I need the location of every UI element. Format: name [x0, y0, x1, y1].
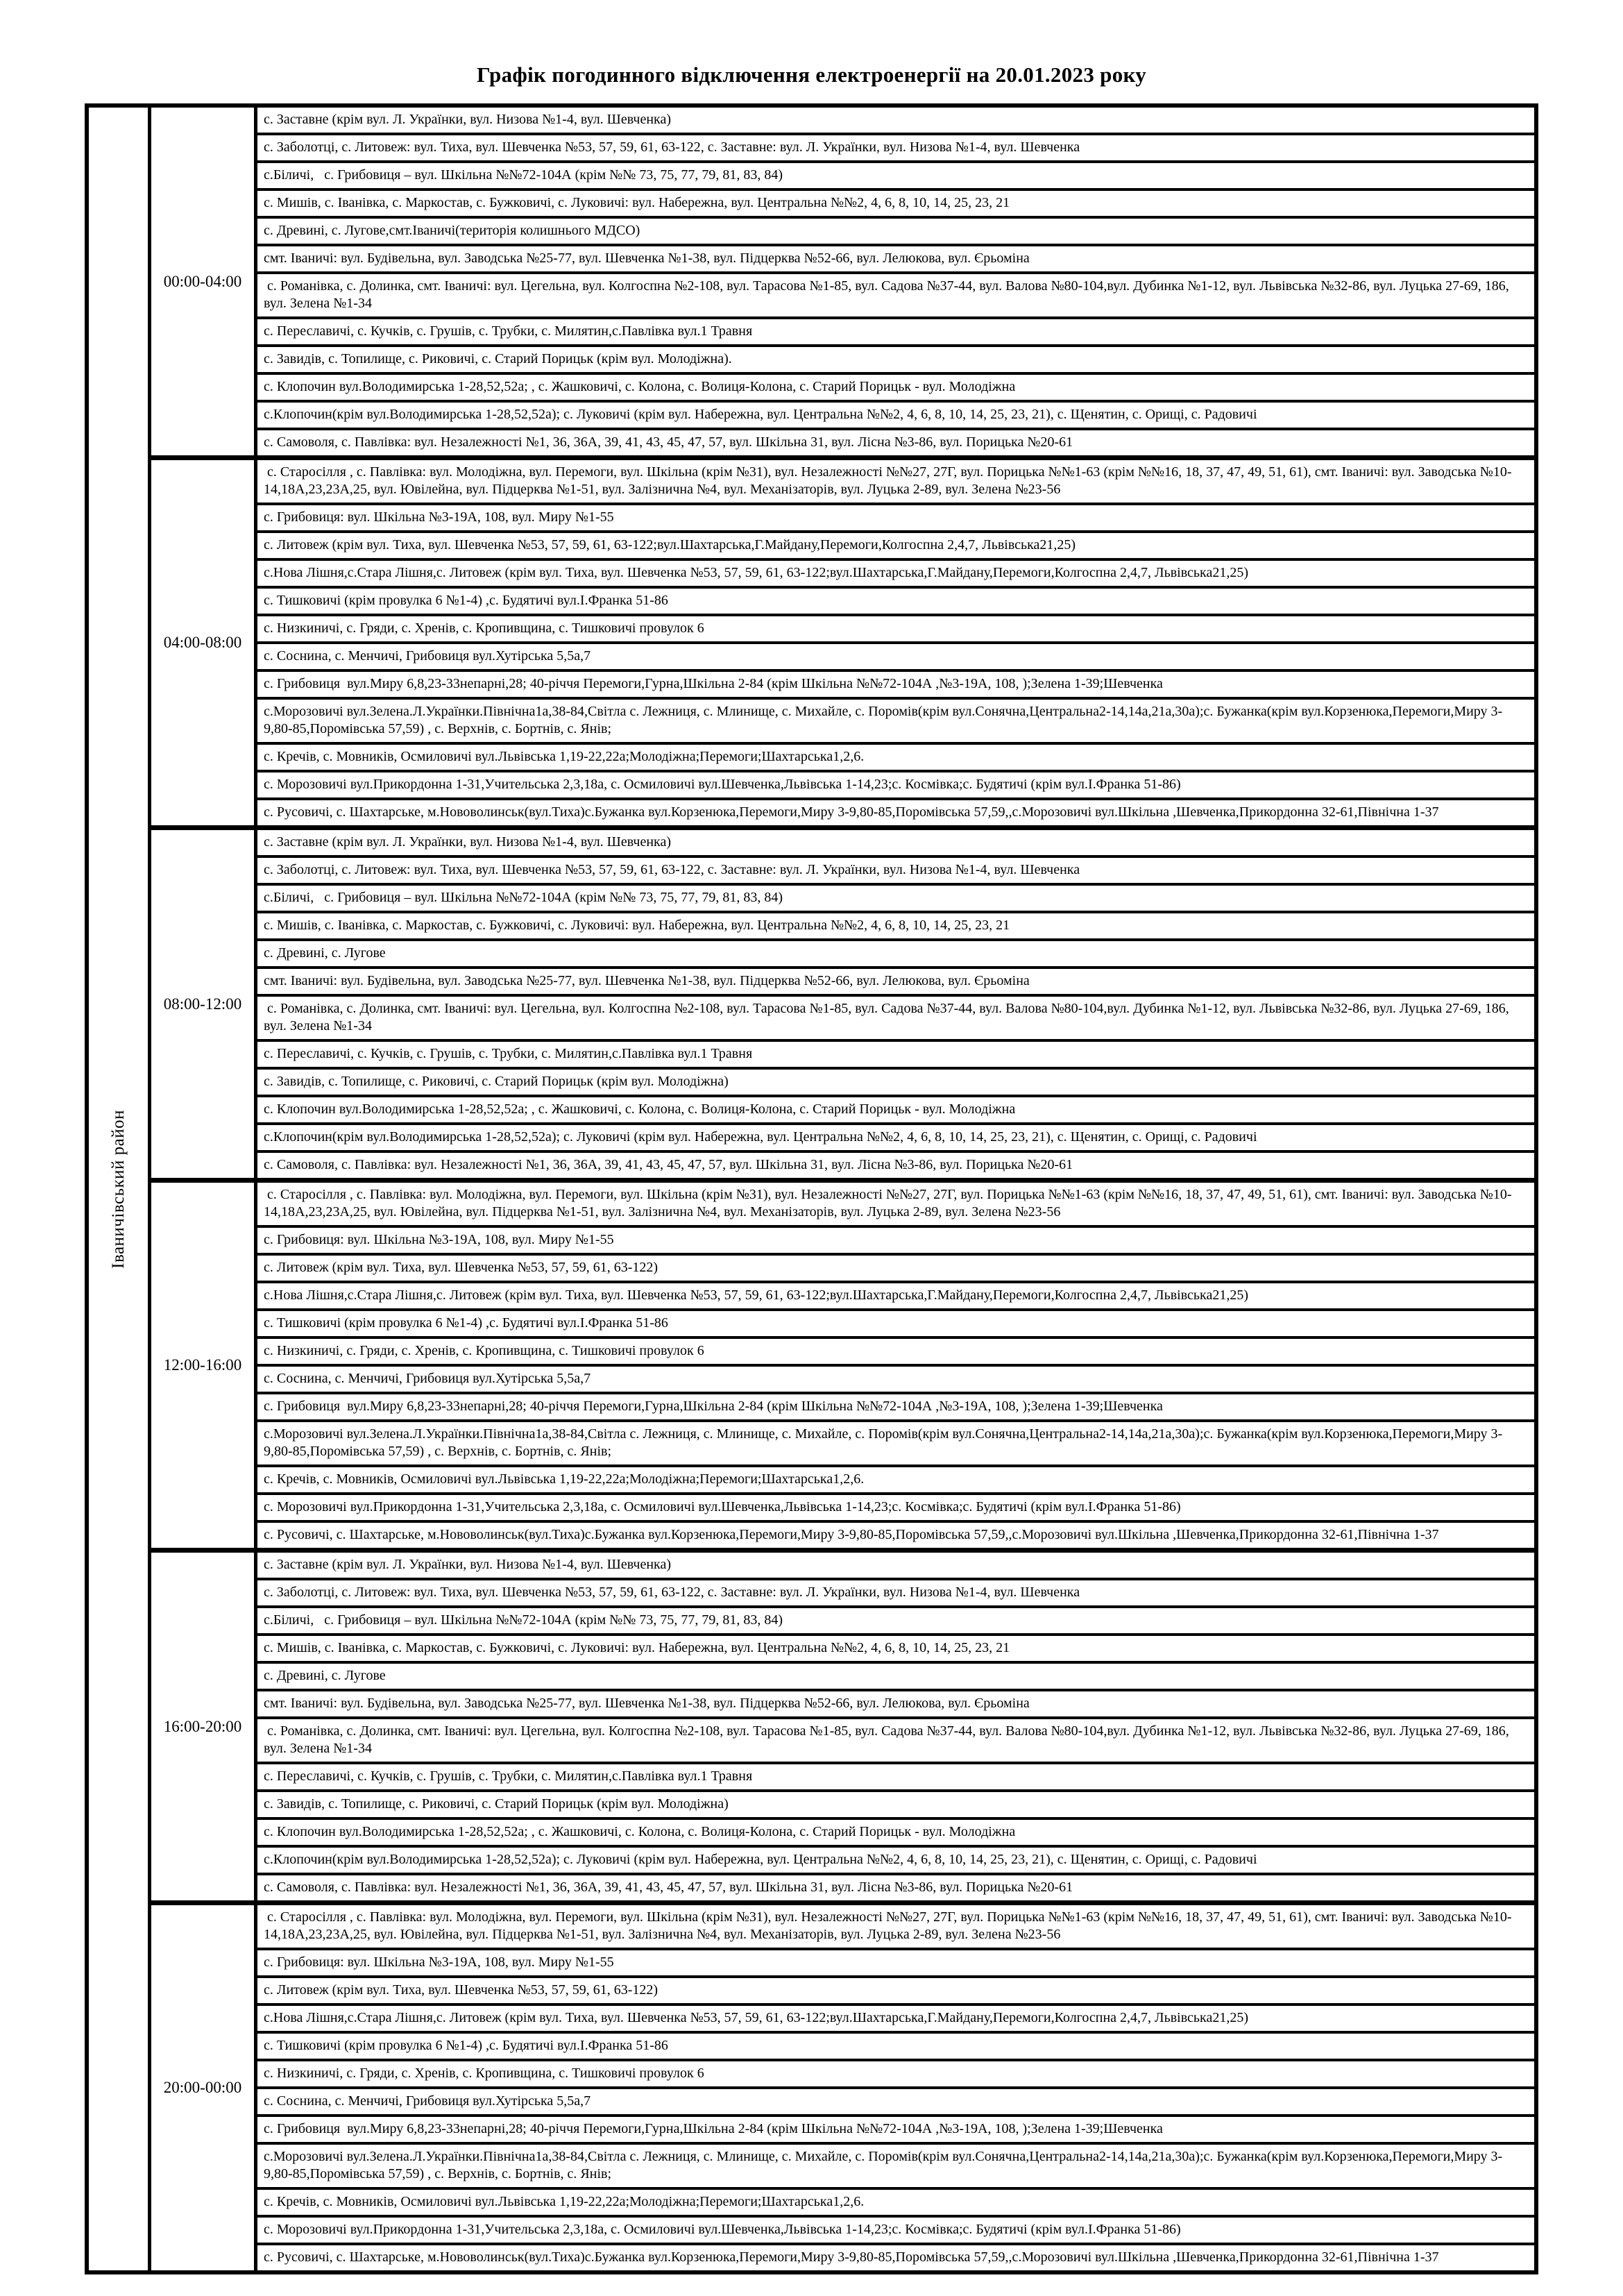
schedule-row: с. Тишковичі (крім провулка 6 №1-4) ,с. Будятичі вул.І.Франка 51-86 — [257, 586, 1534, 614]
schedule-row: с. Морозовичі вул.Прикордонна 1-31,Учительська 2,3,18а, с. Осмиловичі вул.Шевченка,Львівська 1-14,23;с. Космівка;с. Будятичі (крім вул.І.Франка 51-86) — [257, 770, 1534, 797]
page-title: Графік погодинного відключення електроенергії на 20.01.2023 року — [476, 62, 1147, 87]
schedule-row: с. Старосілля , с. Павлівка: вул. Молодіжна, вул. Перемоги, вул. Шкільна (крім №31), вул. Незалежності №№27, 27Г, вул. Порицька №№1-63 (крім №№16, 18, 37, 47, 49, 51, 61), смт. Іваничі: вул. Заводська №10-14,18А,23,23А,25, вул. Ювілейна, вул. Підцерква №1-51, вул. Залізнична №4, вул. Механізаторів, вул. Луцька 2-89, вул. Зелена №23-56 — [264, 464, 1512, 497]
schedule-row: с. Романівка, с. Долинка, смт. Іваничі: вул. Цегельна, вул. Колгоспна №2-108, вул. Тарасова №1-85, вул. Садова №37-44, вул. Валова №80-104,вул. Дубинка №1-12, вул. Львівська №32-86, вул. Луцька 27-69, 186, вул. Зелена №1-34 — [257, 994, 1534, 1039]
schedule-row: с. Древині, с. Лугове — [257, 1661, 1534, 1689]
schedule-row: с. Тишковичі (крім провулка 6 №1-4) ,с. Будятичі вул.І.Франка 51-86 — [257, 1308, 1534, 1336]
schedule-row: с. Соснина, с. Менчичі, Грибовиця вул.Хутірська 5,5а,7 — [257, 2086, 1534, 2114]
schedule-row: с. Завидів, с. Топилище, с. Риковичі, с. Старий Порицьк (крім вул. Молодіжна) — [257, 1789, 1534, 1817]
schedule-row: с.Морозовичі вул.Зелена.Л.Українки.Північна1а,38-84,Світла с. Лежниця, с. Млинище, с. Михайле, с. Поромів(крім вул.Сонячна,Центральна2-14,14а,21а,30а);с. Бужанка(крім вул.Корзенюка,Перемоги,Миру 3-9,80-85,Поромівська 57,59) , с. Верхнів, с. Бортнів, с. Янів; — [257, 1419, 1534, 1464]
schedule-row: с.Біличі, с. Грибовиця – вул. Шкільна №№72-104А (крім №№ 73, 75, 77, 79, 81, 83, 84) — [257, 1605, 1534, 1633]
time-block — [151, 108, 1534, 455]
time-slot-label: 16:00-20:00 — [151, 1553, 257, 1900]
schedule-row: с. Кречів, с. Мовників, Осмиловичі вул.Львівська 1,19-22,22а;Молодіжна;Перемоги;Шахтарська1,2,6. — [257, 1464, 1534, 1492]
schedule-row: с. Русовичі, с. Шахтарське, м.Нововолинськ(вул.Тиха)с.Бужанка вул.Корзенюка,Перемоги,Миру 3-9,80-85,Поромівська 57,59,,с.Морозовичі вул.Шкільна ,Шевченка,Прикордонна 32-61,Північна 1-37 — [257, 2243, 1534, 2270]
schedule-row: с. Древині, с. Лугове — [257, 938, 1534, 966]
time-slot-label: 08:00-12:00 — [151, 830, 257, 1178]
block-rows — [257, 460, 1534, 825]
time-block — [151, 1900, 1534, 2270]
schedule-row: с. Соснина, с. Менчичі, Грибовиця вул.Хутірська 5,5а,7 — [257, 641, 1534, 669]
block-rows — [257, 108, 1534, 455]
schedule-row: с. Русовичі, с. Шахтарське, м.Нововолинськ(вул.Тиха)с.Бужанка вул.Корзенюка,Перемоги,Миру 3-9,80-85,Поромівська 57,59,,с.Морозовичі вул.Шкільна ,Шевченка,Прикордонна 32-61,Північна 1-37 — [257, 797, 1534, 825]
schedule-row: с. Низкиничі, с. Гряди, с. Хренів, с. Кропивщина, с. Тишковичі провулок 6 — [257, 614, 1534, 641]
schedule-row: с. Тишковичі (крім провулка 6 №1-4) ,с. Будятичі вул.І.Франка 51-86 — [257, 2031, 1534, 2059]
schedule-row: с. Заболотці, с. Литовеж: вул. Тиха, вул. Шевченка №53, 57, 59, 61, 63-122, с. Заставне: вул. Л. Українки, вул. Низова №1-4, вул. Шевченка — [257, 1578, 1534, 1605]
schedule-row: с. Грибовиця вул.Миру 6,8,23-33непарні,28; 40-річчя Перемоги,Гурна,Шкільна 2-84 (крім Шкільна №№72-104А ,№3-19А, 108, );Зелена 1-39;Шевченка — [257, 1392, 1534, 1419]
schedule-row: с. Кречів, с. Мовників, Осмиловичі вул.Львівська 1,19-22,22а;Молодіжна;Перемоги;Шахтарська1,2,6. — [257, 2187, 1534, 2215]
schedule-row: с. Морозовичі вул.Прикордонна 1-31,Учительська 2,3,18а, с. Осмиловичі вул.Шевченка,Львівська 1-14,23;с. Космівка;с. Будятичі (крім вул.І.Франка 51-86) — [257, 1492, 1534, 1520]
time-block — [151, 1548, 1534, 1900]
block-rows — [257, 830, 1534, 1178]
schedule-row: с.Нова Лішня,с.Стара Лішня,с. Литовеж (крім вул. Тиха, вул. Шевченка №53, 57, 59, 61, 63-122;вул.Шахтарська,Г.Майдану,Перемоги,Колгоспна 2,4,7, Львівська21,25) — [257, 558, 1534, 586]
district-label: Іваничівський район — [108, 1109, 128, 1269]
schedule-row: с. Переславичі, с. Кучків, с. Грушів, с. Трубки, с. Милятин,с.Павлівка вул.1 Травня — [257, 1039, 1534, 1067]
schedule-row: с.Біличі, с. Грибовиця – вул. Шкільна №№72-104А (крім №№ 73, 75, 77, 79, 81, 83, 84) — [257, 883, 1534, 911]
schedule-row: с.Морозовичі вул.Зелена.Л.Українки.Північна1а,38-84,Світла с. Лежниця, с. Млинище, с. Михайле, с. Поромів(крім вул.Сонячна,Центральна2-14,14а,21а,30а);с. Бужанка(крім вул.Корзенюка,Перемоги,Миру 3-9,80-85,Поромівська 57,59) , с. Верхнів, с. Бортнів, с. Янів; — [257, 697, 1534, 742]
schedule-row: с.Нова Лішня,с.Стара Лішня,с. Литовеж (крім вул. Тиха, вул. Шевченка №53, 57, 59, 61, 63-122;вул.Шахтарська,Г.Майдану,Перемоги,Колгоспна 2,4,7, Львівська21,25) — [257, 2003, 1534, 2031]
schedule-row: с. Мишів, с. Іванівка, с. Маркостав, с. Бужковичі, с. Луковичі: вул. Набережна, вул. Центральна №№2, 4, 6, 8, 10, 14, 25, 23, 21 — [257, 911, 1534, 938]
schedule-row: с. Завидів, с. Топилище, с. Риковичі, с. Старий Порицьк (крім вул. Молодіжна). — [257, 344, 1534, 372]
schedule-row: с. Переславичі, с. Кучків, с. Грушів, с. Трубки, с. Милятин,с.Павлівка вул.1 Травня — [257, 316, 1534, 344]
time-slot-label: 12:00-16:00 — [151, 1183, 257, 1548]
schedule-row: с.Морозовичі вул.Зелена.Л.Українки.Північна1а,38-84,Світла с. Лежниця, с. Млинище, с. Михайле, с. Поромів(крім вул.Сонячна,Центральна2-14,14а,21а,30а);с. Бужанка(крім вул.Корзенюка,Перемоги,Миру 3-9,80-85,Поромівська 57,59) , с. Верхнів, с. Бортнів, с. Янів; — [257, 2142, 1534, 2187]
schedule-row: с. Мишів, с. Іванівка, с. Маркостав, с. Бужковичі, с. Луковичі: вул. Набережна, вул. Центральна №№2, 4, 6, 8, 10, 14, 25, 23, 21 — [257, 1633, 1534, 1661]
schedule-row: с. Самоволя, с. Павлівка: вул. Незалежності №1, 36, 36А, 39, 41, 43, 45, 47, 57, вул. Шкільна 31, вул. Лісна №3-86, вул. Порицька №20-61 — [257, 1873, 1534, 1900]
schedule-row: смт. Іваничі: вул. Будівельна, вул. Заводська №25-77, вул. Шевченка №1-38, вул. Підцерква №52-66, вул. Лелюкова, вул. Єрьоміна — [257, 966, 1534, 994]
schedule-row: с. Грибовиця: вул. Шкільна №3-19А, 108, вул. Миру №1-55 — [257, 1225, 1534, 1253]
time-slot-label: 20:00-00:00 — [151, 1905, 257, 2270]
schedule-row: с. Клопочин вул.Володимирська 1-28,52,52а; , с. Жашковичі, с. Колона, с. Волиця-Колона, с. Старий Порицьк - вул. Молодіжна — [257, 372, 1534, 400]
schedule-row: с. Самоволя, с. Павлівка: вул. Незалежності №1, 36, 36А, 39, 41, 43, 45, 47, 57, вул. Шкільна 31, вул. Лісна №3-86, вул. Порицька №20-61 — [257, 428, 1534, 455]
schedule-row: с. Литовеж (крім вул. Тиха, вул. Шевченка №53, 57, 59, 61, 63-122;вул.Шахтарська,Г.Майдану,Перемоги,Колгоспна 2,4,7, Львівська21,25) — [257, 530, 1534, 558]
schedule-row: с. Романівка, с. Долинка, смт. Іваничі: вул. Цегельна, вул. Колгоспна №2-108, вул. Тарасова №1-85, вул. Садова №37-44, вул. Валова №80-104,вул. Дубинка №1-12, вул. Львівська №32-86, вул. Луцька 27-69, 186, вул. Зелена №1-34 — [257, 271, 1534, 316]
schedule-row: с. Заболотці, с. Литовеж: вул. Тиха, вул. Шевченка №53, 57, 59, 61, 63-122, с. Заставне: вул. Л. Українки, вул. Низова №1-4, вул. Шевченка — [257, 133, 1534, 160]
time-slot-label: 00:00-04:00 — [151, 108, 257, 455]
schedule-row: с. Романівка, с. Долинка, смт. Іваничі: вул. Цегельна, вул. Колгоспна №2-108, вул. Тарасова №1-85, вул. Садова №37-44, вул. Валова №80-104,вул. Дубинка №1-12, вул. Львівська №32-86, вул. Луцька 27-69, 186, вул. Зелена №1-34 — [257, 1716, 1534, 1762]
schedule-row: с.Біличі, с. Грибовиця – вул. Шкільна №№72-104А (крім №№ 73, 75, 77, 79, 81, 83, 84) — [257, 160, 1534, 188]
schedule-row: с.Клопочин(крім вул.Володимирська 1-28,52,52а); с. Луковичі (крім вул. Набережна, вул. Центральна №№2, 4, 6, 8, 10, 14, 25, 23, 21), с. Щенятин, с. Орищі, с. Радовичі — [257, 1122, 1534, 1150]
schedule-row: с. Клопочин вул.Володимирська 1-28,52,52а; , с. Жашковичі, с. Колона, с. Волиця-Колона, с. Старий Порицьк - вул. Молодіжна — [257, 1095, 1534, 1122]
schedule-row: с. Переславичі, с. Кучків, с. Грушів, с. Трубки, с. Милятин,с.Павлівка вул.1 Травня — [257, 1762, 1534, 1789]
schedule-row: с.Клопочин(крім вул.Володимирська 1-28,52,52а); с. Луковичі (крім вул. Набережна, вул. Центральна №№2, 4, 6, 8, 10, 14, 25, 23, 21), с. Щенятин, с. Орищі, с. Радовичі — [257, 1845, 1534, 1873]
schedule-row: смт. Іваничі: вул. Будівельна, вул. Заводська №25-77, вул. Шевченка №1-38, вул. Підцерква №52-66, вул. Лелюкова, вул. Єрьоміна — [257, 1689, 1534, 1716]
schedule-row: смт. Іваничі: вул. Будівельна, вул. Заводська №25-77, вул. Шевченка №1-38, вул. Підцерква №52-66, вул. Лелюкова, вул. Єрьоміна — [257, 244, 1534, 271]
schedule-blocks — [151, 108, 1534, 2270]
schedule-row: с. Древині, с. Лугове,смт.Іваничі(територія колишнього МДСО) — [257, 216, 1534, 244]
time-block — [151, 825, 1534, 1178]
block-rows — [257, 1905, 1534, 2270]
time-block — [151, 455, 1534, 825]
schedule-row: с. Грибовиця: вул. Шкільна №3-19А, 108, вул. Миру №1-55 — [257, 1948, 1534, 1975]
schedule-row: с. Грибовиця вул.Миру 6,8,23-33непарні,28; 40-річчя Перемоги,Гурна,Шкільна 2-84 (крім Шкільна №№72-104А ,№3-19А, 108, );Зелена 1-39;Шевченка — [257, 2114, 1534, 2142]
schedule-row: с. Старосілля , с. Павлівка: вул. Молодіжна, вул. Перемоги, вул. Шкільна (крім №31), вул. Незалежності №№27, 27Г, вул. Порицька №№1-63 (крім №№16, 18, 37, 47, 49, 51, 61), смт. Іваничі: вул. Заводська №10-14,18А,23,23А,25, вул. Ювілейна, вул. Підцерква №1-51, вул. Залізнична №4, вул. Механізаторів, вул. Луцька 2-89, вул. Зелена №23-56 — [264, 1909, 1512, 1942]
schedule-row: с. Морозовичі вул.Прикордонна 1-31,Учительська 2,3,18а, с. Осмиловичі вул.Шевченка,Львівська 1-14,23;с. Космівка;с. Будятичі (крім вул.І.Франка 51-86) — [257, 2215, 1534, 2243]
schedule-row: с. Низкиничі, с. Гряди, с. Хренів, с. Кропивщина, с. Тишковичі провулок 6 — [257, 1336, 1534, 1364]
time-block — [151, 1178, 1534, 1548]
outage-schedule-table — [85, 103, 1538, 2274]
block-rows — [257, 1183, 1534, 1548]
schedule-row: с. Заставне (крім вул. Л. Українки, вул. Низова №1-4, вул. Шевченка) — [264, 112, 672, 127]
block-rows — [257, 1553, 1534, 1900]
schedule-row: с. Соснина, с. Менчичі, Грибовиця вул.Хутірська 5,5а,7 — [257, 1364, 1534, 1392]
schedule-row: с. Мишів, с. Іванівка, с. Маркостав, с. Бужковичі, с. Луковичі: вул. Набережна, вул. Центральна №№2, 4, 6, 8, 10, 14, 25, 23, 21 — [257, 188, 1534, 216]
schedule-row: с.Клопочин(крім вул.Володимирська 1-28,52,52а); с. Луковичі (крім вул. Набережна, вул. Центральна №№2, 4, 6, 8, 10, 14, 25, 23, 21), с. Щенятин, с. Орищі, с. Радовичі — [257, 400, 1534, 428]
schedule-row: с. Завидів, с. Топилище, с. Риковичі, с. Старий Порицьк (крім вул. Молодіжна) — [257, 1067, 1534, 1095]
schedule-row: с. Русовичі, с. Шахтарське, м.Нововолинськ(вул.Тиха)с.Бужанка вул.Корзенюка,Перемоги,Миру 3-9,80-85,Поромівська 57,59,,с.Морозовичі вул.Шкільна ,Шевченка,Прикордонна 32-61,Північна 1-37 — [257, 1520, 1534, 1548]
schedule-row: с. Заставне (крім вул. Л. Українки, вул. Низова №1-4, вул. Шевченка) — [264, 1557, 672, 1572]
schedule-row: с. Клопочин вул.Володимирська 1-28,52,52а; , с. Жашковичі, с. Колона, с. Волиця-Колона, с. Старий Порицьк - вул. Молодіжна — [257, 1817, 1534, 1845]
time-slot-label: 04:00-08:00 — [151, 460, 257, 825]
district-column — [89, 108, 151, 2270]
schedule-row: с. Грибовиця: вул. Шкільна №3-19А, 108, вул. Миру №1-55 — [257, 503, 1534, 530]
schedule-row: с. Заболотці, с. Литовеж: вул. Тиха, вул. Шевченка №53, 57, 59, 61, 63-122, с. Заставне: вул. Л. Українки, вул. Низова №1-4, вул. Шевченка — [257, 855, 1534, 883]
schedule-row: с. Низкиничі, с. Гряди, с. Хренів, с. Кропивщина, с. Тишковичі провулок 6 — [257, 2059, 1534, 2086]
schedule-row: с. Литовеж (крім вул. Тиха, вул. Шевченка №53, 57, 59, 61, 63-122) — [257, 1253, 1534, 1281]
schedule-row: с. Заставне (крім вул. Л. Українки, вул. Низова №1-4, вул. Шевченка) — [264, 834, 672, 850]
schedule-row: с. Литовеж (крім вул. Тиха, вул. Шевченка №53, 57, 59, 61, 63-122) — [257, 1975, 1534, 2003]
schedule-row: с. Грибовиця вул.Миру 6,8,23-33непарні,28; 40-річчя Перемоги,Гурна,Шкільна 2-84 (крім Шкільна №№72-104А ,№3-19А, 108, );Зелена 1-39;Шевченка — [257, 669, 1534, 697]
schedule-row: с.Нова Лішня,с.Стара Лішня,с. Литовеж (крім вул. Тиха, вул. Шевченка №53, 57, 59, 61, 63-122;вул.Шахтарська,Г.Майдану,Перемоги,Колгоспна 2,4,7, Львівська21,25) — [257, 1281, 1534, 1308]
schedule-row: с. Самоволя, с. Павлівка: вул. Незалежності №1, 36, 36А, 39, 41, 43, 45, 47, 57, вул. Шкільна 31, вул. Лісна №3-86, вул. Порицька №20-61 — [257, 1150, 1534, 1178]
schedule-row: с. Старосілля , с. Павлівка: вул. Молодіжна, вул. Перемоги, вул. Шкільна (крім №31), вул. Незалежності №№27, 27Г, вул. Порицька №№1-63 (крім №№16, 18, 37, 47, 49, 51, 61), смт. Іваничі: вул. Заводська №10-14,18А,23,23А,25, вул. Ювілейна, вул. Підцерква №1-51, вул. Залізнична №4, вул. Механізаторів, вул. Луцька 2-89, вул. Зелена №23-56 — [264, 1187, 1512, 1219]
schedule-row: с. Кречів, с. Мовників, Осмиловичі вул.Львівська 1,19-22,22а;Молодіжна;Перемоги;Шахтарська1,2,6. — [257, 742, 1534, 770]
